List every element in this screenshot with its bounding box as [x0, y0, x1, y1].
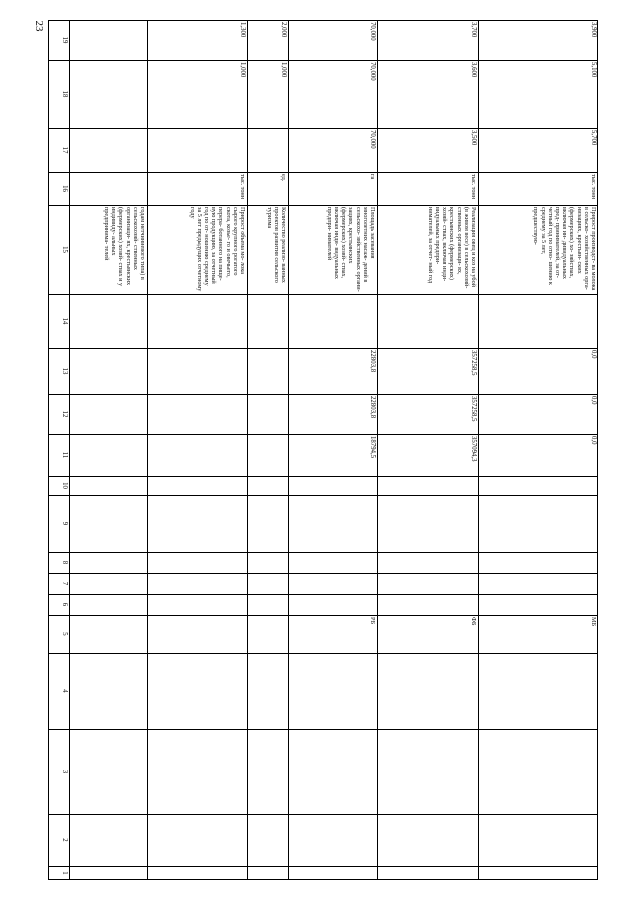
grid-line — [48, 20, 598, 21]
grid-line — [48, 866, 598, 867]
header-col-19: 19 — [61, 36, 68, 44]
row-5-indicator: Реализация овец и коз на убой (в живом весе) в сельскохозяй- ственных организаци- ях, крестьянских (фермерских) хозяй- ствах, включая инди- видуальных предпри- нимателей, за отчет- ный год — [426, 207, 477, 290]
grid-line — [48, 294, 598, 295]
row-1-indicator: годам нетчиниевого типа) в сельскохозяй- ственных организаци- ях, крестьянских (фермерских) хозяй- ствах и у индивиду- альных предпринима- телей — [102, 207, 146, 288]
grid-line — [597, 20, 598, 880]
row-4-col12: 22803,8 — [369, 396, 376, 419]
row-2-col19: 1,300 — [239, 22, 246, 38]
row-4-col13: 22803,8 — [369, 350, 376, 373]
page-number: 23 — [33, 20, 45, 32]
grid-line — [147, 20, 148, 880]
row-5-col11: 357094,3 — [470, 436, 477, 462]
grid-line — [377, 20, 378, 880]
row-4-col11: 18794,5 — [369, 436, 376, 459]
grid-line — [247, 20, 248, 880]
header-col-4: 4 — [61, 689, 68, 693]
grid-line — [48, 205, 598, 206]
row-4-indicator: Площадь засевания многолетних насаж- дений в сельскохо- зяйственных органи- зациях, крестьянских (фермерских) хозяй- ствах, включая инди- видуальных предпри- нимателей — [325, 207, 376, 294]
header-col-3: 3 — [61, 769, 68, 774]
grid-line — [48, 394, 598, 395]
row-2-unit: тыс. тонн — [239, 174, 246, 200]
row-4-source: РБ — [369, 617, 376, 624]
row-2-indicator: Прирост объема мо- лока сырого крупного рогатого скота, козье- го и овечьего, перера- ботанного на пище- вую продукцию, за отчетный год по от- ношению среднему за 5 лет предыдущих отчетному году — [188, 207, 246, 293]
grid-line — [48, 729, 598, 730]
row-4-col17: 70,000 — [369, 130, 376, 149]
row-5-col13: 357258,5 — [470, 350, 477, 376]
header-col-5: 5 — [61, 632, 68, 636]
grid-line — [48, 172, 598, 173]
header-col-14: 14 — [61, 317, 68, 325]
grid-line — [288, 20, 289, 880]
grid-line — [48, 348, 598, 349]
grid-line — [48, 879, 598, 880]
grid-line — [48, 552, 598, 553]
grid-line — [48, 128, 598, 129]
header-col-10: 10 — [61, 482, 68, 489]
grid-line — [48, 60, 598, 61]
header-col-12: 12 — [61, 410, 68, 418]
grid-line — [48, 594, 598, 595]
header-col-1: 1 — [61, 871, 68, 875]
row-6-col11: 0,0 — [590, 436, 597, 445]
grid-line — [48, 434, 598, 435]
row-6-source: МБ — [590, 617, 597, 627]
header-col-9: 9 — [61, 521, 68, 526]
row-4-unit: га — [369, 174, 376, 180]
header-col-7: 7 — [61, 581, 68, 586]
row-5-col12: 357258,5 — [470, 396, 477, 422]
header-col-13: 13 — [61, 367, 68, 375]
row-4-col18: 70,000 — [369, 62, 376, 81]
row-6-col12: 0,0 — [590, 396, 597, 405]
grid-line — [48, 573, 598, 574]
header-col-2: 2 — [61, 838, 68, 842]
grid-line — [48, 20, 49, 880]
grid-line — [48, 476, 598, 477]
grid-line — [69, 20, 70, 880]
header-col-16: 16 — [61, 185, 68, 192]
row-5-unit: тыс. тонн — [470, 174, 477, 200]
row-3-col18: 1,000 — [280, 62, 287, 78]
row-6-unit: тыс. тонн — [590, 174, 597, 200]
header-col-11: 11 — [61, 451, 68, 459]
row-3-indicator: Количество реализо- ванных проектов развития сельского туризма — [265, 207, 287, 285]
header-col-6: 6 — [61, 602, 68, 607]
row-2-col18: 1,000 — [239, 62, 246, 78]
row-5-source: ФБ — [470, 617, 477, 626]
row-3-unit: ед. — [280, 174, 287, 182]
grid-line — [48, 814, 598, 815]
header-col-18: 18 — [61, 90, 68, 98]
grid-line — [48, 653, 598, 654]
grid-line — [48, 495, 598, 496]
row-6-indicator: Прирост производст- ва молока в сельско- хозяйственных орга- низациях, крестьян- ских (фермерских) хо- зяйствах, включая ин- дивидуальных пред- принимателей, за от- четный год по отно- шению к среднему за 5 лет, предшествую- — [532, 207, 597, 292]
row-6-col19: 3,900 — [590, 22, 597, 38]
header-col-8: 8 — [61, 560, 68, 565]
row-6-col18: 5,100 — [590, 62, 597, 78]
row-6-col17: 5,700 — [590, 130, 597, 146]
data-table — [48, 20, 598, 880]
row-5-col18: 3,600 — [470, 62, 477, 78]
row-3-col19: 2,000 — [280, 22, 287, 38]
row-5-col17: 3,500 — [470, 130, 477, 146]
row-4-col19: 70,000 — [369, 22, 376, 41]
row-5-col19: 3,700 — [470, 22, 477, 38]
header-col-15: 15 — [61, 246, 68, 253]
grid-line — [48, 615, 598, 616]
header-col-17: 17 — [61, 146, 68, 154]
grid-line — [478, 20, 479, 880]
row-6-col13: 0,0 — [590, 350, 597, 359]
